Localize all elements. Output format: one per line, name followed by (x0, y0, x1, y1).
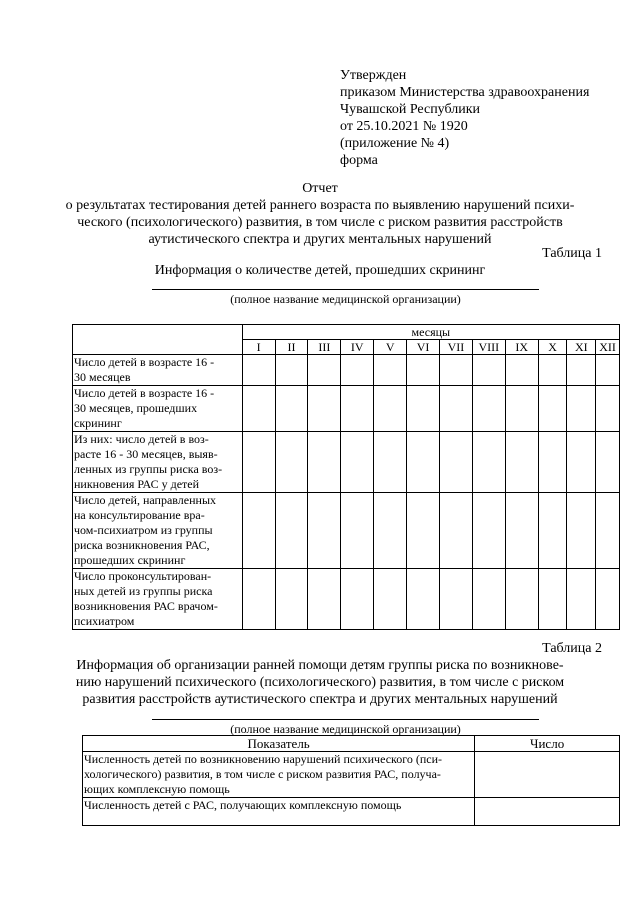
month-header: VIII (472, 340, 505, 355)
month-header: IX (505, 340, 538, 355)
data-cell (308, 355, 341, 386)
table2-heading-line: нию нарушений психического (психологического) развития, в том числе с риском (75, 675, 565, 690)
table1-org-caption: (полное название медицинской организации) (230, 292, 461, 306)
screening-table (72, 324, 620, 630)
table-row (83, 798, 620, 826)
row-label: Число детей, направленных на консультирование вра- чом-психиатром из группы риска возникновения РАС, прошедших скрининг (73, 493, 243, 569)
data-cell (374, 569, 407, 630)
data-cell (242, 386, 275, 432)
approval-line: Чувашской Республики (340, 102, 481, 117)
data-cell (308, 493, 341, 569)
data-cell (475, 752, 620, 798)
column-header-number: Число (475, 736, 620, 752)
approval-line: Утвержден (340, 68, 407, 83)
data-cell (439, 386, 472, 432)
report-subtitle-line: о результатах тестирования детей раннего возраста по выявлению нарушений психи- (65, 198, 575, 213)
data-cell (472, 569, 505, 630)
data-cell (538, 432, 567, 493)
data-cell (538, 493, 567, 569)
table2-org-caption: (полное название медицинской организации) (230, 722, 461, 736)
report-subtitle-line: аутистического спектра и других ментальных нарушений (148, 232, 492, 247)
column-header-indicator: Показатель (83, 736, 475, 752)
data-cell (567, 493, 596, 569)
month-header: II (275, 340, 308, 355)
data-cell (407, 569, 440, 630)
month-header: X (538, 340, 567, 355)
data-cell (439, 355, 472, 386)
row-label: Из них: число детей в воз- расте 16 - 30 месяцев, выяв- ленных из группы риска воз- никновения РАС у детей (73, 432, 243, 493)
data-cell (308, 386, 341, 432)
months-header: месяцы (242, 325, 619, 340)
data-cell (505, 493, 538, 569)
data-cell (472, 386, 505, 432)
data-cell (472, 355, 505, 386)
data-cell (505, 569, 538, 630)
data-cell (596, 355, 620, 386)
month-header: XI (567, 340, 596, 355)
data-cell (472, 432, 505, 493)
table2-heading-line: Информация об организации ранней помощи детям группы риска по возникнове- (76, 658, 564, 673)
data-cell (374, 493, 407, 569)
data-cell (596, 493, 620, 569)
data-cell (567, 355, 596, 386)
data-cell (475, 798, 620, 826)
approval-line: (приложение № 4) (340, 136, 450, 151)
table-row (73, 493, 620, 569)
report-subtitle (0, 197, 640, 248)
data-cell (596, 432, 620, 493)
data-cell (439, 493, 472, 569)
data-cell (275, 432, 308, 493)
report-title: Отчет (302, 181, 338, 196)
data-cell (596, 386, 620, 432)
approval-line: форма (340, 153, 378, 168)
data-cell (275, 386, 308, 432)
data-cell (341, 432, 374, 493)
table2-heading-line: развития расстройств аутистического спектра и других ментальных нарушений (82, 692, 558, 707)
data-cell (341, 493, 374, 569)
data-cell (472, 493, 505, 569)
row-label: Число проконсультирован- ных детей из группы риска возникновения РАС врачом- психиатром (73, 569, 243, 630)
table-row (73, 386, 620, 432)
data-cell (308, 432, 341, 493)
approval-line: приказом Министерства здравоохранения (340, 85, 590, 100)
row-label: Численность детей по возникновению нарушений психического (пси- хологического) развития, в том числе с риском развития РАС, получа- ющих комплексную помощь (83, 752, 475, 798)
row-label: Число детей в возрасте 16 - 30 месяцев, прошедших скрининг (73, 386, 243, 432)
table2-label: Таблица 2 (542, 641, 602, 656)
table-row (73, 432, 620, 493)
data-cell (374, 432, 407, 493)
data-cell (242, 355, 275, 386)
data-cell (407, 493, 440, 569)
early-help-table (82, 735, 620, 826)
data-cell (374, 386, 407, 432)
table-row (73, 355, 620, 386)
data-cell (538, 569, 567, 630)
data-cell (538, 386, 567, 432)
month-header: V (374, 340, 407, 355)
month-header: IV (341, 340, 374, 355)
month-header: III (308, 340, 341, 355)
data-cell (407, 432, 440, 493)
data-cell (505, 355, 538, 386)
month-header: XII (596, 340, 620, 355)
table-row (73, 569, 620, 630)
data-cell (374, 355, 407, 386)
org-name-line (152, 289, 539, 290)
data-cell (567, 386, 596, 432)
data-cell (275, 569, 308, 630)
data-cell (407, 386, 440, 432)
table1-corner-cell (73, 325, 243, 355)
data-cell (341, 569, 374, 630)
table-row (83, 752, 620, 798)
month-header: VII (439, 340, 472, 355)
month-header: I (242, 340, 275, 355)
month-header: VI (407, 340, 440, 355)
table2-heading (0, 657, 640, 708)
data-cell (275, 493, 308, 569)
data-cell (439, 569, 472, 630)
data-cell (242, 432, 275, 493)
approval-block (340, 67, 589, 169)
data-cell (407, 355, 440, 386)
data-cell (308, 569, 341, 630)
table1-heading: Информация о количестве детей, прошедших скрининг (154, 263, 486, 278)
data-cell (439, 432, 472, 493)
report-subtitle-line: ческого (психологического) развития, в том числе с риском развития расстройств (77, 215, 563, 230)
data-cell (538, 355, 567, 386)
data-cell (567, 569, 596, 630)
data-cell (242, 569, 275, 630)
data-cell (341, 386, 374, 432)
data-cell (341, 355, 374, 386)
data-cell (275, 355, 308, 386)
row-label: Число детей в возрасте 16 - 30 месяцев (73, 355, 243, 386)
table1-label: Таблица 1 (542, 246, 602, 261)
data-cell (596, 569, 620, 630)
data-cell (242, 493, 275, 569)
approval-line: от 25.10.2021 № 1920 (340, 119, 468, 134)
data-cell (505, 386, 538, 432)
data-cell (505, 432, 538, 493)
row-label: Численность детей с РАС, получающих комплексную помощь (83, 798, 475, 826)
org-name-line (152, 719, 539, 720)
data-cell (567, 432, 596, 493)
